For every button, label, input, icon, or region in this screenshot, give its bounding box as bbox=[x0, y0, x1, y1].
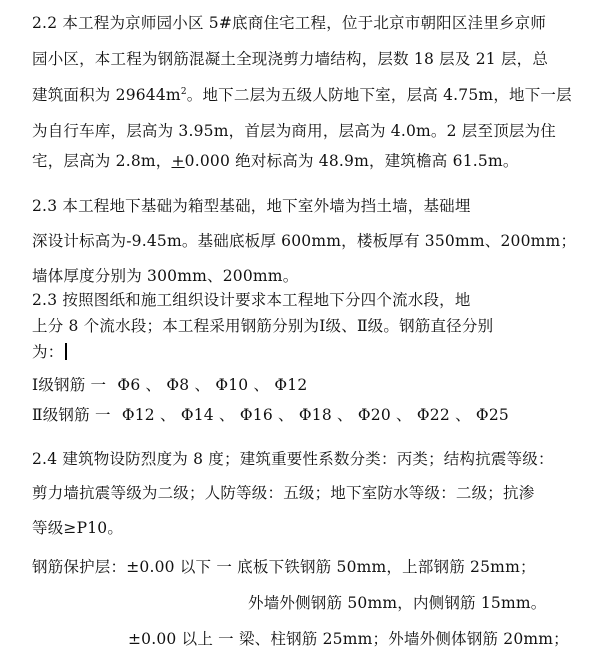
rebar-grade-1-line: Ⅰ级钢筋 一 Φ6 、 Φ8 、 Φ10 、 Φ12 bbox=[32, 376, 308, 394]
text-cursor bbox=[65, 343, 67, 360]
text-span: 2.4 建筑物设防烈度为 8 度；建筑重要性系数分类：丙类；结构抗震等级： bbox=[32, 450, 554, 468]
paragraph-2-2-line-2 bbox=[32, 52, 564, 68]
cover-layer-line-3 bbox=[128, 632, 569, 648]
rebar-diameter: Φ6 bbox=[117, 376, 141, 394]
paragraph-2-4-line-2 bbox=[32, 486, 564, 502]
rebar-diameter: Φ8 bbox=[166, 376, 190, 394]
text-span: 建筑面积为 29644m bbox=[32, 86, 181, 104]
text-span: 为： bbox=[32, 343, 64, 361]
text-span: 等级≥P10。 bbox=[32, 519, 124, 537]
plus-minus-symbol: + bbox=[171, 152, 185, 170]
rebar-diameter: Φ10 bbox=[215, 376, 249, 394]
rebar-diameter: Φ20 bbox=[357, 406, 391, 424]
paragraph-2-4-line-3 bbox=[32, 521, 564, 537]
cover-layer-line-2 bbox=[248, 596, 547, 612]
text-span: 外墙外侧钢筋 50mm，内侧钢筋 15mm。 bbox=[248, 594, 547, 612]
text-span: 剪力墙抗震等级为二级；人防等级：五级；地下室防水等级：二级；抗渗 bbox=[32, 484, 535, 502]
rebar-grade-label: Ⅰ级钢筋 一 bbox=[32, 376, 107, 394]
text-span: 2.3 按照图纸和施工组织设计要求本工程地下分四个流水段，地 bbox=[32, 291, 471, 309]
text-span: 上分 8 个流水段；本工程采用钢筋分别为Ⅰ级、Ⅱ级。钢筋直径分别 bbox=[32, 317, 494, 335]
text-span: 园小区，本工程为钢筋混凝土全现浇剪力墙结构，层数 18 层及 21 层，总 bbox=[32, 50, 549, 68]
text-span: 2.3 本工程地下基础为箱型基础，地下室外墙为挡土墙，基础埋 bbox=[32, 197, 471, 215]
rebar-grade-label: Ⅱ级钢筋 一 bbox=[32, 406, 111, 424]
cover-layer-line-1 bbox=[32, 560, 564, 576]
text-span: ±0.00 以上 一 梁、柱钢筋 25mm；外墙外侧体钢筋 20mm； bbox=[128, 630, 569, 648]
rebar-diameter: Φ14 bbox=[180, 406, 214, 424]
paragraph-2-3-line-2 bbox=[32, 232, 577, 250]
paragraph-2-4-line-1 bbox=[32, 452, 564, 468]
rebar-diameter: Φ12 bbox=[274, 376, 308, 394]
rebar-diameter: Φ12 bbox=[121, 406, 155, 424]
rebar-diameter: Φ22 bbox=[416, 406, 450, 424]
paragraph-2-3b-line-2 bbox=[32, 319, 564, 335]
text-span: 墙体厚度分别为 300mm、200mm。 bbox=[32, 267, 299, 285]
text-span: 。地下二层为五级人防地下室，层高 4.75m，地下一层 bbox=[186, 86, 572, 104]
paragraph-2-3b-line-1 bbox=[32, 293, 564, 309]
paragraph-2-2-line-3 bbox=[32, 86, 572, 104]
rebar-diameter: Φ25 bbox=[475, 406, 509, 424]
rebar-diameter: Φ16 bbox=[239, 406, 273, 424]
superscript: 2 bbox=[180, 87, 187, 97]
paragraph-2-3-line-3 bbox=[32, 269, 564, 285]
paragraph-2-2-line-4 bbox=[32, 124, 564, 140]
paragraph-2-3b-line-3 bbox=[32, 343, 564, 361]
rebar-diameter: Φ18 bbox=[298, 406, 332, 424]
text-span: 深设计标高为-9.45m。基础底板厚 600mm，楼板厚有 350mm、200mm； bbox=[32, 232, 577, 250]
text-span: 为自行车库，层高为 3.95m，首层为商用，层高为 4.0m。2 层至顶层为住 bbox=[32, 122, 557, 140]
text-span: 宅，层高为 2.8m， bbox=[32, 152, 172, 170]
text-span: 2.2 本工程为京师园小区 5#底商住宅工程，位于北京市朝阳区洼里乡京师 bbox=[32, 14, 547, 32]
paragraph-2-2-line-1 bbox=[32, 16, 564, 32]
paragraph-2-2-line-5 bbox=[32, 154, 564, 170]
text-span: 0.000 绝对标高为 48.9m，建筑檐高 61.5m。 bbox=[184, 152, 519, 170]
text-span: 钢筋保护层：±0.00 以下 一 底板下铁钢筋 50mm，上部钢筋 25mm； bbox=[32, 558, 536, 576]
paragraph-2-3-line-1 bbox=[32, 199, 564, 215]
rebar-grade-2-line: Ⅱ级钢筋 一 Φ12 、 Φ14 、 Φ16 、 Φ18 、 Φ20 、 Φ22 、 Φ25 bbox=[32, 406, 509, 424]
